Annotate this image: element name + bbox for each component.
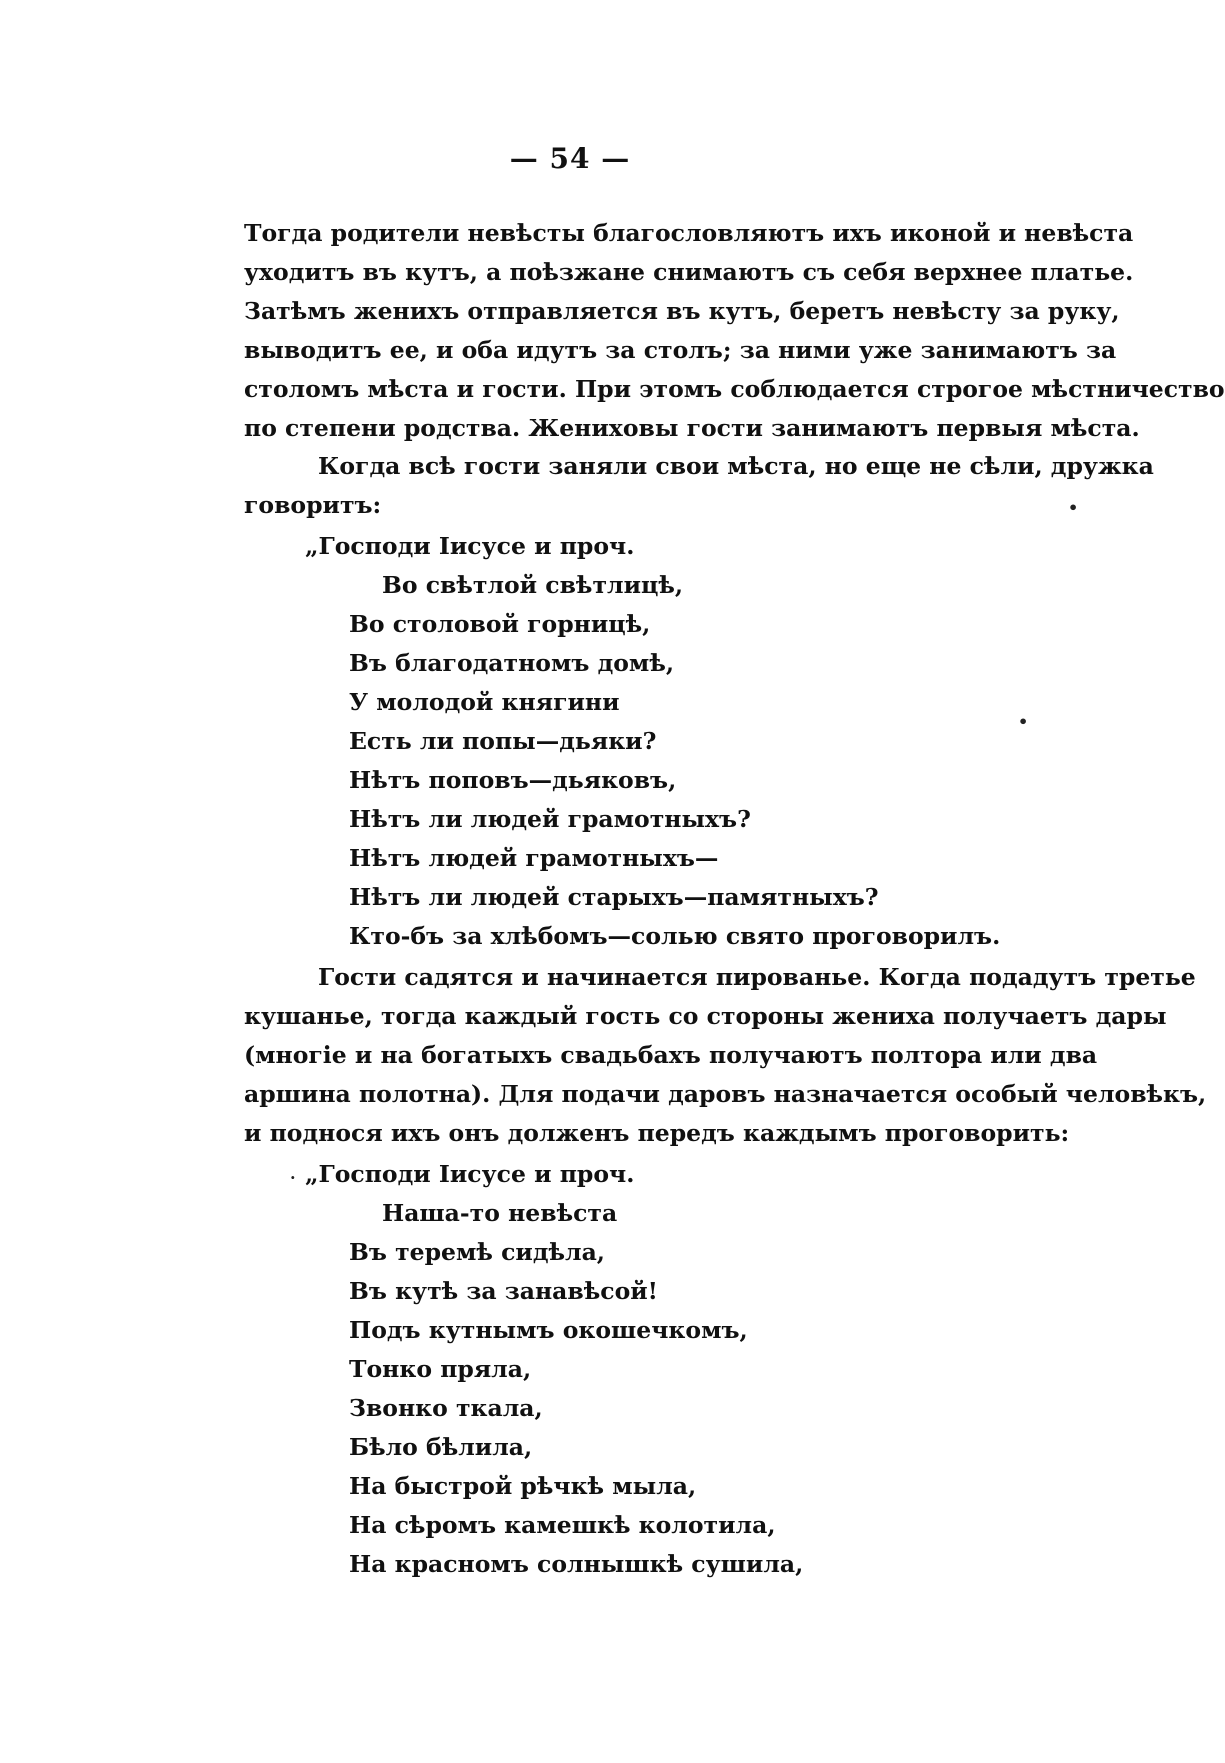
verse-line: Въ благодатномъ домѣ, [349, 649, 675, 677]
paragraph-line: Тогда родители невѣсты благословляютъ ихъ иконой и невѣста [244, 219, 1134, 247]
paragraph-line: (многіе и на богатыхъ свадьбахъ получаютъ полтора или два [244, 1041, 1098, 1069]
verse-line: У молодой княгини [349, 688, 620, 716]
paragraph-line: говоритъ: [244, 491, 382, 519]
paragraph-line: Когда всѣ гости заняли свои мѣста, но еще не сѣли, дружка [318, 452, 1154, 480]
paragraph-line: кушанье, тогда каждый гость со стороны жениха получаетъ дары [244, 1002, 1167, 1030]
verse-line: Во столовой горницѣ, [349, 610, 651, 638]
paragraph-line: выводитъ ее, и оба идутъ за столъ; за ними уже занимаютъ за [244, 336, 1117, 364]
verse-line: Подъ кутнымъ окошечкомъ, [349, 1316, 748, 1344]
verse-line: На красномъ солнышкѣ сушила, [349, 1550, 804, 1578]
verse-intro: „Господи Іисусе и проч. [305, 1160, 635, 1188]
verse-line: Во свѣтлой свѣтлицѣ, [382, 571, 684, 599]
paragraph-line: аршина полотна). Для подачи даровъ назначается особый человѣкъ, [244, 1080, 1207, 1108]
ink-speck-mark: • [1018, 712, 1029, 731]
page-number: — 54 — [509, 142, 631, 175]
verse-gift-speech [0, 1155, 803, 1584]
verse-line: Наша-то невѣста [382, 1199, 618, 1227]
verse-line: Въ теремѣ сидѣла, [349, 1238, 605, 1266]
verse-line: На сѣромъ камешкѣ колотила, [349, 1511, 776, 1539]
verse-line: Нѣтъ ли людей старыхъ—памятныхъ? [349, 883, 879, 911]
verse-line: Нѣтъ поповъ—дьяковъ, [349, 766, 677, 794]
verse-line: Тонко пряла, [349, 1355, 532, 1383]
paragraph-line: столомъ мѣста и гости. При этомъ соблюдается строгое мѣстничество [244, 375, 1225, 403]
paragraph-wedding-blessing [244, 214, 1225, 448]
verse-line: Въ кутѣ за занавѣсой! [349, 1277, 658, 1305]
verse-line: Есть ли попы—дьяки? [349, 727, 657, 755]
verse-line: Бѣло бѣлила, [349, 1433, 533, 1461]
ink-speck-mark: · [290, 1168, 296, 1187]
ink-speck-mark: • [1068, 498, 1079, 517]
verse-line: На быстрой рѣчкѣ мыла, [349, 1472, 697, 1500]
verse-intro: „Господи Іисусе и проч. [305, 532, 635, 560]
verse-line: Звонко ткала, [349, 1394, 543, 1422]
paragraph-line: и поднося ихъ онъ долженъ передъ каждымъ проговорить: [244, 1119, 1070, 1147]
paragraph-line: по степени родства. Жениховы гости занимаютъ первыя мѣста. [244, 414, 1140, 442]
paragraph-feast-gifts [244, 958, 1207, 1153]
paragraph-line: уходитъ въ кутъ, а поѣзжане снимаютъ съ себя верхнее платье. [244, 258, 1134, 286]
verse-line: Нѣтъ ли людей грамотныхъ? [349, 805, 751, 833]
paragraph-line: Затѣмъ женихъ отправляется въ кутъ, беретъ невѣсту за руку, [244, 297, 1120, 325]
paragraph-guests-seated [244, 447, 1154, 525]
paragraph-line: Гости садятся и начинается пированье. Когда подадутъ третье [318, 963, 1196, 991]
verse-line: Нѣтъ людей грамотныхъ— [349, 844, 719, 872]
verse-druzhka-speech [0, 527, 1000, 956]
verse-line: Кто-бъ за хлѣбомъ—солью свято проговорилъ. [349, 922, 1001, 950]
